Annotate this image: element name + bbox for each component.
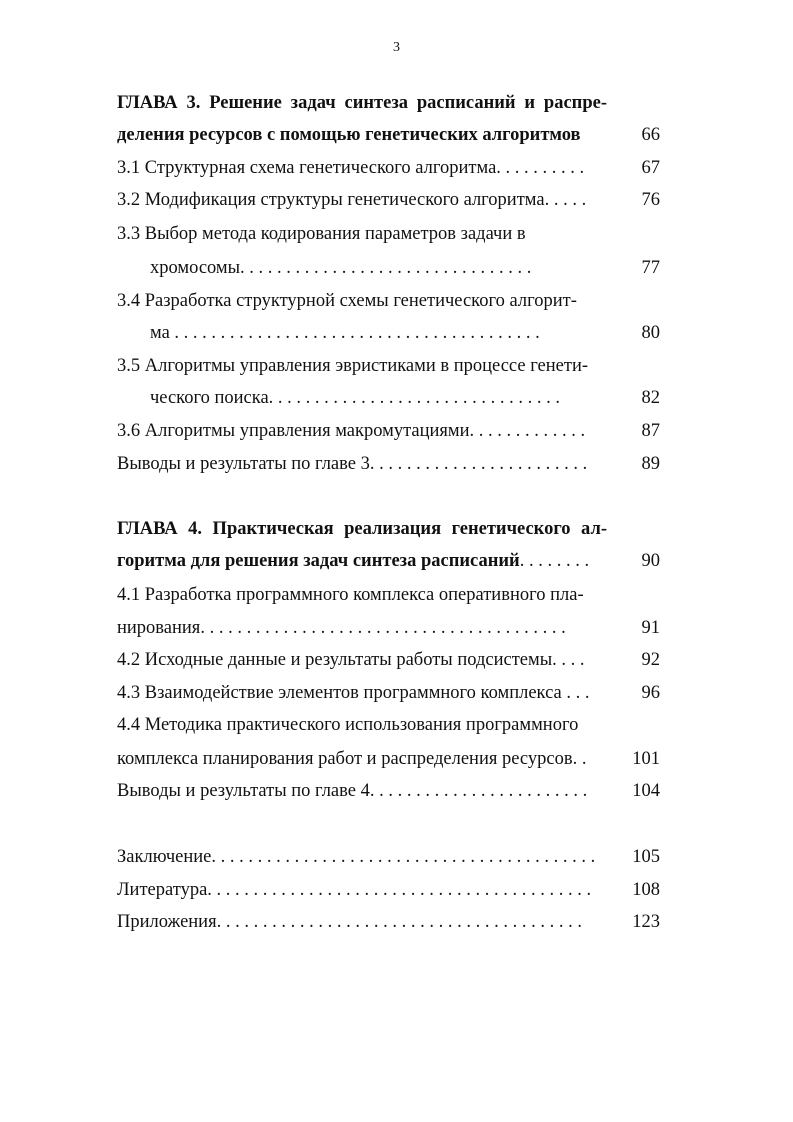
toc-entry-3-1[interactable]: 3.1 Структурная схема генетического алгоритма. . . . . . . . . . bbox=[117, 158, 585, 178]
toc-entry-literature[interactable]: Литература. . . . . . . . . . . . . . . . . . . . . . . . . . . . . . . . . . . . . . . . . . bbox=[117, 880, 592, 900]
chapter4-heading-line2-dots: . . . . . . . . bbox=[519, 551, 590, 571]
toc-entry-4-2[interactable]: 4.2 Исходные данные и результаты работы подсистемы. . . . bbox=[117, 650, 585, 670]
toc-entry-4-4-line1[interactable]: 4.4 Методика практического использования программного bbox=[117, 715, 579, 735]
toc-entry-4-4-page: 101 bbox=[632, 749, 660, 769]
toc-entry-3-3-page: 77 bbox=[641, 258, 660, 278]
toc-entry-4-1-page: 91 bbox=[641, 618, 660, 638]
toc-entry-chapter4-conclusions[interactable]: Выводы и результаты по главе 4. . . . . . . . . . . . . . . . . . . . . . . . bbox=[117, 781, 588, 801]
toc-entry-3-6-page: 87 bbox=[641, 421, 660, 441]
toc-entry-4-1-line2[interactable]: нирования. . . . . . . . . . . . . . . . . . . . . . . . . . . . . . . . . . . . . . . . bbox=[117, 618, 566, 638]
toc-entry-3-1-page: 67 bbox=[641, 158, 660, 178]
page-number: 3 bbox=[393, 40, 400, 55]
chapter3-heading-line2[interactable]: деления ресурсов с помощью генетических алгоритмов bbox=[117, 125, 581, 145]
toc-entry-conclusion-page: 105 bbox=[632, 847, 660, 867]
toc-entry-3-4-page: 80 bbox=[641, 323, 660, 343]
toc-entry-literature-page: 108 bbox=[632, 880, 660, 900]
toc-entry-3-5-page: 82 bbox=[641, 388, 660, 408]
toc-entry-3-2[interactable]: 3.2 Модификация структуры генетического алгоритма. . . . . bbox=[117, 190, 587, 210]
toc-entry-4-4-line2[interactable]: комплекса планирования работ и распределения ресурсов. . bbox=[117, 749, 587, 769]
toc-entry-4-1-line1[interactable]: 4.1 Разработка программного комплекса оперативного пла- bbox=[117, 585, 584, 605]
toc-entry-chapter3-conclusions[interactable]: Выводы и результаты по главе 3. . . . . . . . . . . . . . . . . . . . . . . . bbox=[117, 454, 588, 474]
toc-entry-3-5-line2[interactable]: ческого поиска. . . . . . . . . . . . . . . . . . . . . . . . . . . . . . . . bbox=[150, 388, 561, 408]
chapter4-heading-page: 90 bbox=[641, 551, 660, 571]
toc-entry-chapter4-conclusions-page: 104 bbox=[632, 781, 660, 801]
toc-entry-appendices-page: 123 bbox=[632, 912, 660, 932]
toc-entry-appendices[interactable]: Приложения. . . . . . . . . . . . . . . . . . . . . . . . . . . . . . . . . . . . . . . . bbox=[117, 912, 582, 932]
toc-entry-chapter3-conclusions-page: 89 bbox=[641, 454, 660, 474]
toc-entry-3-4-line2[interactable]: ма . . . . . . . . . . . . . . . . . . . . . . . . . . . . . . . . . . . . . . . . bbox=[150, 323, 540, 343]
toc-entry-conclusion[interactable]: Заключение. . . . . . . . . . . . . . . . . . . . . . . . . . . . . . . . . . . . . . . . . . bbox=[117, 847, 596, 867]
toc-entry-4-3[interactable]: 4.3 Взаимодействие элементов программного комплекса . . . bbox=[117, 683, 590, 703]
chapter4-heading-line2[interactable] bbox=[117, 546, 589, 576]
chapter3-heading-page: 66 bbox=[641, 125, 660, 145]
toc-entry-3-5-line1[interactable]: 3.5 Алгоритмы управления эвристиками в процессе генети- bbox=[117, 356, 589, 376]
toc-entry-3-3-line2[interactable]: хромосомы. . . . . . . . . . . . . . . . . . . . . . . . . . . . . . . . bbox=[150, 258, 532, 278]
chapter4-heading-line1: ГЛАВА 4. Практическая реализация генетического ал- bbox=[117, 519, 607, 539]
toc-entry-3-4-line1[interactable]: 3.4 Разработка структурной схемы генетического алгорит- bbox=[117, 291, 577, 311]
toc-entry-4-3-page: 96 bbox=[641, 683, 660, 703]
toc-entry-3-2-page: 76 bbox=[641, 190, 660, 210]
chapter3-heading-line1: ГЛАВА 3. Решение задач синтеза расписаний и распре- bbox=[117, 93, 607, 113]
toc-entry-3-3-line1[interactable]: 3.3 Выбор метода кодирования параметров задачи в bbox=[117, 224, 526, 244]
toc-entry-3-6[interactable]: 3.6 Алгоритмы управления макромутациями. . . . . . . . . . . . . bbox=[117, 421, 586, 441]
chapter4-heading-line2-text: горитма для решения задач синтеза расписаний bbox=[117, 551, 520, 571]
toc-entry-4-2-page: 92 bbox=[641, 650, 660, 670]
